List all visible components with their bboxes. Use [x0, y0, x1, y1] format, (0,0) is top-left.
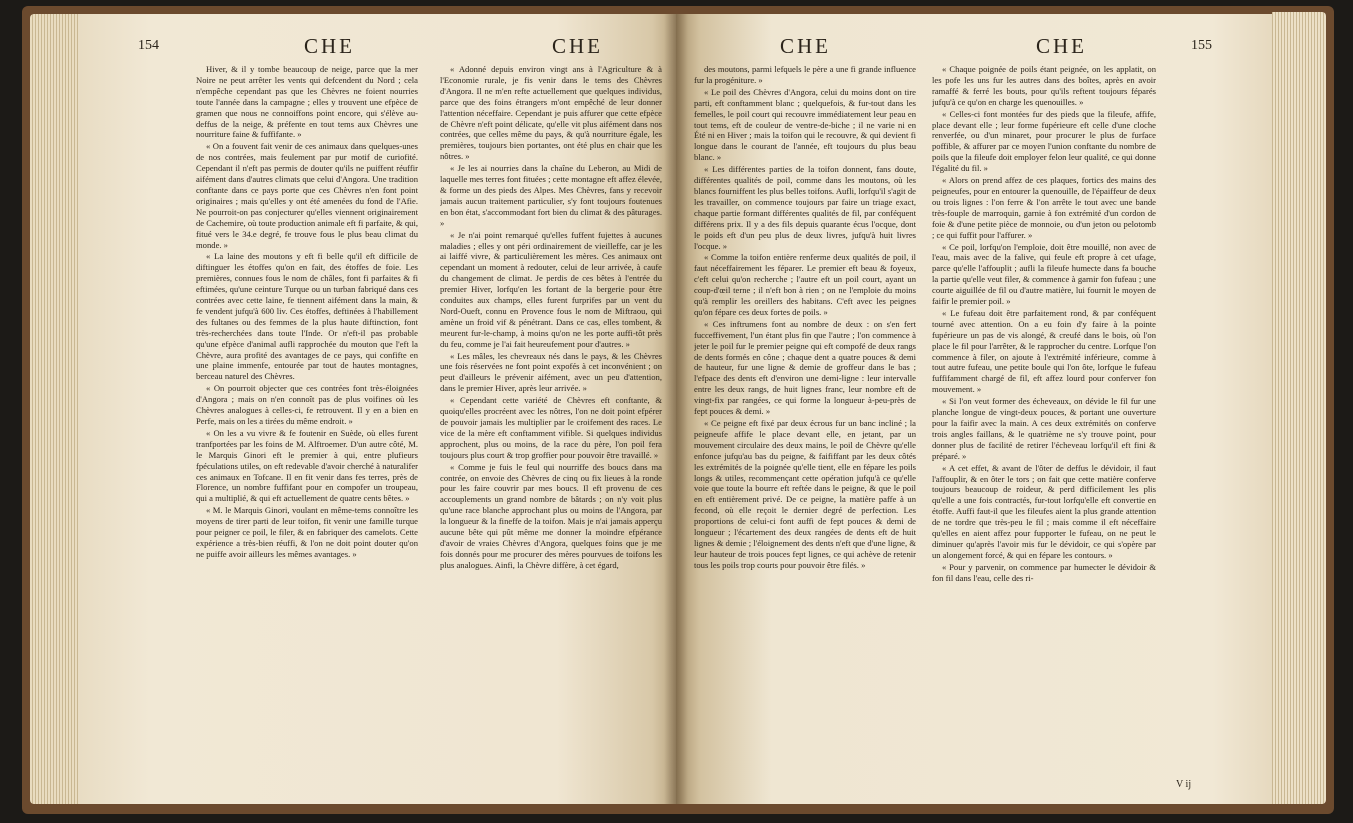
paragraph: « Alors on prend affez de ces plaques, fortics des mains des peigneufes, pour en entourer la quenouille, de l'épaiffeur de deux ou trois lignes : l'on ferre & l'on arrête le tout avec une bande très-fouple de marroquin, garnie à fon extrémité d'un cordon de foie & d'une petite pièce de monnoie, ou d'un jeton ou pelotomb ; ce qui fuffit pour l'affurer. »	[932, 175, 1156, 240]
paragraph: « Cependant cette variété de Chèvres eft conftante, & quoiqu'elles procréent avec les nôtres, l'on ne doit point efpérer de pouvoir jamais les multiplier par le croifement des races. Le vice de la mère eft conftamment vifible. Si quelques individus approchent, plus ou moins, de la race du père, l'on poil fera toujours plus court & trop groffier pour pouvoir être travaillé. »	[440, 395, 662, 460]
paragraph: des moutons, parmi lefquels le père a une fi grande influence fur la progéniture. »	[694, 64, 916, 85]
left-columns	[78, 64, 676, 774]
right-column-1	[694, 64, 916, 774]
paragraph: « Les mâles, les chevreaux nés dans le pays, & les Chèvres une fois réservées ne font point expofés à cet inconvénient ; on peut d'ailleurs le prévenir aifément, avec un peu d'attention, dans le premier Hiver, après leur arrivée. »	[440, 350, 662, 394]
paragraph: « Ce poil, lorfqu'on l'emploie, doit être mouillé, non avec de l'eau, mais avec de la falive, qui feule eft propre à cet ufage, parce qu'elle l'affouplit ; aufli la fileufe humecte dans fa bouche la partie qu'elle veut filer, & commence à garnir fon fufeau ; une courte aiguillée de fil ou d'autre matière, lui fournit le moyen de faifir le premier poil. »	[932, 241, 1156, 307]
left-page-number: 154	[138, 38, 159, 53]
signature-mark: V ij	[1176, 779, 1192, 790]
right-heading-left: CHE	[780, 34, 831, 58]
paragraph: « Chaque poignée de poils étant peignée, on les applatit, on les pofe les uns fur les autres dans des boîtes, après en avoir ramaffé & ferré les bouts, pour qu'ils reftent toujours féparés jufqu'à ce qu'on en charge les quenouilles. »	[932, 64, 1156, 107]
paragraph: Hiver, & il y tombe beaucoup de neige, parce que la mer Noire ne peut arrêter les vents qui defcendent du Nord ; cela n'empêche cependant pas que les Chèvres ne foient nourries toute l'année dans la campagne ; elles y trouvent une efpèce de gramen que nous ne connoiffons point encore, qui s'élève au-deffus de la neige, & préfente en tout tems aux Chèvres une nourriture faine & fuffifante. »	[196, 64, 418, 140]
left-page	[78, 14, 676, 804]
left-heading-right: CHE	[552, 34, 603, 58]
paragraph: « Je n'ai point remarqué qu'elles fuffent fujettes à aucunes maladies ; elles y ont péri ordinairement de vieilleffe, car je les ai laiffé vivre, & particulièrement les mères. Ces animaux ont cependant un moment à redouter, celui de leur arrivée, à caufe du changement de climat. Je perdis de ces bêtes à l'entrée du premier Hiver, lorfqu'en les fortant de la bergerie pour être conduites aux champs, elles furent furprifes par un vent du Nord-Oueft, connu en Provence fous le nom de Miftraou, qui amène un froid vif & pénétrant. Dans ce cas, elles tombent, & meurent fur-le-champ, à moins qu'on ne les porte auffi-tôt près du feu, comme je l'ai fait heureufement pour d'autres. »	[440, 229, 662, 349]
paragraph: « Je les ai nourries dans la chaîne du Leberon, au Midi de laquelle mes terres font fituées ; cette montagne eft affez élevée, & forme un des pieds des Alpes. Mes Chèvres, fans y recevoir jamais aucun traitement particulier, s'y font toujours foutenues en bon état, s'accommodant fort bien du climat & des pâturages. »	[440, 163, 662, 228]
right-column-2	[932, 64, 1156, 774]
paragraph: « M. le Marquis Ginori, voulant en même-tems connoître les moyens de tirer parti de leur toifon, fit venir une famille turque pour peigner ce poil, le filer, & en fabriquer des camelots. Cette expérience a très-bien réuffi, & l'on ne doit point douter qu'on ne puiffe avoir ailleurs les mêmes avantages. »	[196, 505, 418, 559]
left-heading-left: CHE	[304, 34, 355, 58]
paragraph: « Comme la toifon entière renferme deux qualités de poil, il faut néceffairement les féparer. Le premier eft beau & foyeux, c'eft celui qu'on recherche ; l'autre eft un poil court, ayant un coup-d'œil terne ; il n'eft bon à rien ; on ne l'emploie du moins qu'à remplir les oreillers des habitans. C'eft avec les peignes qu'on fépare ces deux fortes de poils. »	[694, 252, 916, 317]
left-page-stack	[30, 14, 78, 804]
right-page	[676, 14, 1272, 804]
paragraph: « On pourroit objecter que ces contrées font très-éloignées d'Angora ; mais on n'en connoît pas de plus voifines où les Chèvres analogues à celles-ci, fe retrouvent. Il y en a bien en Perfe, mais on les a tirées du même endroit. »	[196, 383, 418, 426]
left-column-1	[196, 64, 418, 774]
right-running-head	[736, 34, 1212, 58]
paragraph: « Les différentes parties de la toifon donnent, fans doute, différentes qualités de poil, comme dans les moutons, où les blancs fourniffent les plus belles toifons. Aufli, lorfqu'il s'agit de les travailler, on commence toujours par faire un triage exact, chaque partie formant différentes qualités de fil, par conféquent différens prix. Il y a des fils depuis quarante écus l'ocque, dont le poids eft d'un peu plus de deux livres, jufqu'à huit livres l'ocque. »	[694, 164, 916, 251]
right-heading-right: CHE	[1036, 34, 1087, 58]
paragraph: « Adonné depuis environ vingt ans à l'Agriculture & à l'Economie rurale, je fis venir dans le tems des Chèvres d'Angora. Il ne m'en refte actuellement que quelques individus, parce que des foins étrangers m'ont empêché de leur donner l'attention néceffaire. Cependant je puis affurer que cette efpèce de Chèvre n'eft point délicate, qu'elle vit plus aifément dans nos contrées, que celles même du pays, & qu'à nourriture égale, les premières, toujours bien portantes, ont été plus en chair que les nôtres. »	[440, 64, 662, 162]
paragraph: « Si l'on veut former des écheveaux, on dévide le fil fur une planche longue de vingt-deux pouces, & portant une ouverture pour la faifir avec la main. A ces deux extrémités on conferve trois angles faillans, & le quatrième ne s'y trouve point, pour donner plus de facilité de retirer l'écheveau lorfqu'il eft fini & préparé. »	[932, 396, 1156, 461]
paragraph: « La laine des moutons y eft fi belle qu'il eft difficile de diftinguer les étoffes qu'on en fait, des étoffes de foie. Les premières, connues fous le nom de châles, font fi parfaites & fi eftimées, qu'une ceinture Turque ou un turban fabriqué dans ces contrées avec cette laine, fe tiennent aifément dans la main, & fe vendent jufqu'à 600 liv. Ces étoffes, deftinées à l'habillement des fultanes ou des femmes de la plus haute diftinction, font très-recherchées dans toute l'Inde. Or n'eft-il pas probable qu'une efpèce d'animal aufli rapprochée du mouton que l'eft la Chèvre, aura profité des avantages de ce pays, qui confifte en une plaine immenfe, entourée par tout de hautes montagnes, berceau naturel des Chèvres.	[196, 251, 418, 382]
paragraph: « Ces inftrumens font au nombre de deux : on s'en fert fucceffivement, l'un étant plus fin que l'autre ; l'on commence à jeter le poil fur le premier peigne qui eft compofé de deux rangs de dents formés en cône ; chaque dent a quatre pouces & demi de hauteur, fur une ligne & demie de groffeur dans le bas ; l'efpace des dents eft d'environ une demi-ligne : leur intervalle entre les deux rangs, de huit lignes franc, leur nombre eft de vingt-fix par rangées, ce qui forme la longueur à-peu-près de fept pouces & demi. »	[694, 318, 916, 417]
left-running-head	[138, 34, 616, 58]
book-gutter	[664, 14, 688, 804]
paragraph: « Comme je fuis le feul qui nourriffe des boucs dans ma contrée, on envoie des Chèvres de cinq ou fix lieues à la ronde pour les faire couvrir par mes boucs. Il eft provenu de ces accouplements un grand nombre de bâtards ; on n'y voit plus qu'une race blanche approchant plus ou moins de l'Angora, par la longueur & la fineffe de la toifon. Mais je n'ai jamais apperçu aucune bête qui pût même me donner la moindre efpérance d'avoir de vraies Chèvres d'Angora, quelques foins que je me fois donnés pour me procurer des mères pourvues de toifons les plus analogues. Ainfi, la Chèvre diffère, à cet égard,	[440, 461, 662, 570]
paragraph: « Celles-ci font montées fur des pieds que la fileufe, affife, place devant elle ; leur forme fupérieure eft celle d'une cloche renverfée, ou d'un minaret, pour procurer le plus de furface poffible, & affurer par ce moyen l'union conftante du nombre de poils que la fileufe doit employer felon leur qualité, ce qui donne l'égalité du fil. »	[932, 108, 1156, 174]
left-column-2	[440, 64, 662, 774]
right-columns	[676, 64, 1272, 774]
right-page-number: 155	[1191, 38, 1212, 53]
paragraph: « On a fouvent fait venir de ces animaux dans quelques-unes de nos contrées, mais feulement par pur motif de curiofité. Cependant il n'eft pas permis de douter qu'ils ne puiffent réuffir aifément dans d'autres climats que celui d'Angora. Une tradition conftante dans ce pays porte que ces Chèvres n'en font point originaires ; mais qu'elles y ont été amenées du fond de l'Afie. Ne pourroit-on pas conjecturer qu'elles viennent originairement de Cachemire, où toute production animale eft fi parfaite, & qui, fitué vers le 34.e degré, fe trouve fous le plus beau climat du monde. »	[196, 141, 418, 250]
paragraph: « A cet effet, & avant de l'ôter de deffus le dévidoir, il faut l'affouplir, & en ôter le tors ; on fait que cette matière conferve toujours beaucoup de roideur, & perd difficilement les plis qu'elle a une fois contractés, fur-tout lorfqu'elle eft convertie en étoffe. Auffi faut-il que les fileufes aient la plus grande attention de ne tordre que très-peu le fil ; mais comme il eft néceffaire qu'elles en aient affez pour fupporter le fufeau, on ne peut le diminuer qu'après l'avoir mis fur le dévidoir, ce qui s'opère par un alongement forcé, & qui en fépare les contours. »	[932, 462, 1156, 560]
paragraph: « Le fufeau doit être parfaitement rond, & par conféquent tourné avec attention. On a eu foin d'y faire à la pointe fupérieure un pas de vis alongé, & creufé dans le bois, où l'on place le fil pour l'arrêter, & le rapprocher du centre. Lorfque l'on commence à filer, on ajoute à l'extrémité inférieure, comme à tout autre fufeau, une petite boule qui l'on ôte, lorfque le fufeau fuffifamment chargé de fil, eft affez lourd pour conferver fon mouvement. »	[932, 307, 1156, 395]
right-page-stack	[1272, 12, 1326, 804]
paragraph: « Le poil des Chèvres d'Angora, celui du moins dont on tire parti, eft conftamment blanc ; quelquefois, & fur-tout dans les femelles, le poil court qui recouvre immédiatement leur peau en tout tems, eft de couleur de ventre-de-biche ; il ne varie ni en Été ni en Hiver ; mais la toifon qui le recouvre, & qui devient fi longue dans le courant de l'année, eft toujours du plus beau blanc. »	[694, 86, 916, 163]
paragraph: « On les a vu vivre & fe foutenir en Suède, où elles furent tranfportées par les foins de M. Alftroemer. D'un autre côté, M. le Marquis Ginori eft le premier à qui, entre plufieurs fpéculations utiles, on eft redevable d'avoir cherché à naturalifer ces animaux en Tofcane. Il en fit venir dans fes terres, près de Florence, un nombre fuffifant pour en compofer un troupeau, qui a multiplié, & qui eft actuellement de quatre cents bêtes. »	[196, 427, 418, 504]
paragraph: « Pour y parvenir, on commence par humecter le dévidoir & fon fil dans l'eau, celle des ri-	[932, 561, 1156, 583]
paragraph: « Ce peigne eft fixé par deux écrous fur un banc incliné ; la peigneufe affife le place devant elle, en jetant, par un mouvement circulaire des deux mains, le poil de Chèvre qu'elle enfonce jufqu'au bas du peigne, & faififfant par les deux côtés les extrémités de la poignée qu'elle tient, elle en fépare les poils longs & utiles, recommençant cette opération jufqu'à ce qu'elle voie que toute la bourre eft reftée dans le peigne, & que le poil en eft entièrement privé. De ce peigne, la matière paffe à un fecond, où elle reçoit le dernier degré de perfection. Les proportions de celui-ci font auffi de fept pouces & demi de longueur ; l'écartement des deux rangées de dents eft de huit lignes & demie ; l'éloignement des dents n'eft que d'une ligne, & leur hauteur de trois pouces fept lignes, ce qui achève de retenir tous les poils trop courts pour pouvoir être filés. »	[694, 418, 916, 570]
